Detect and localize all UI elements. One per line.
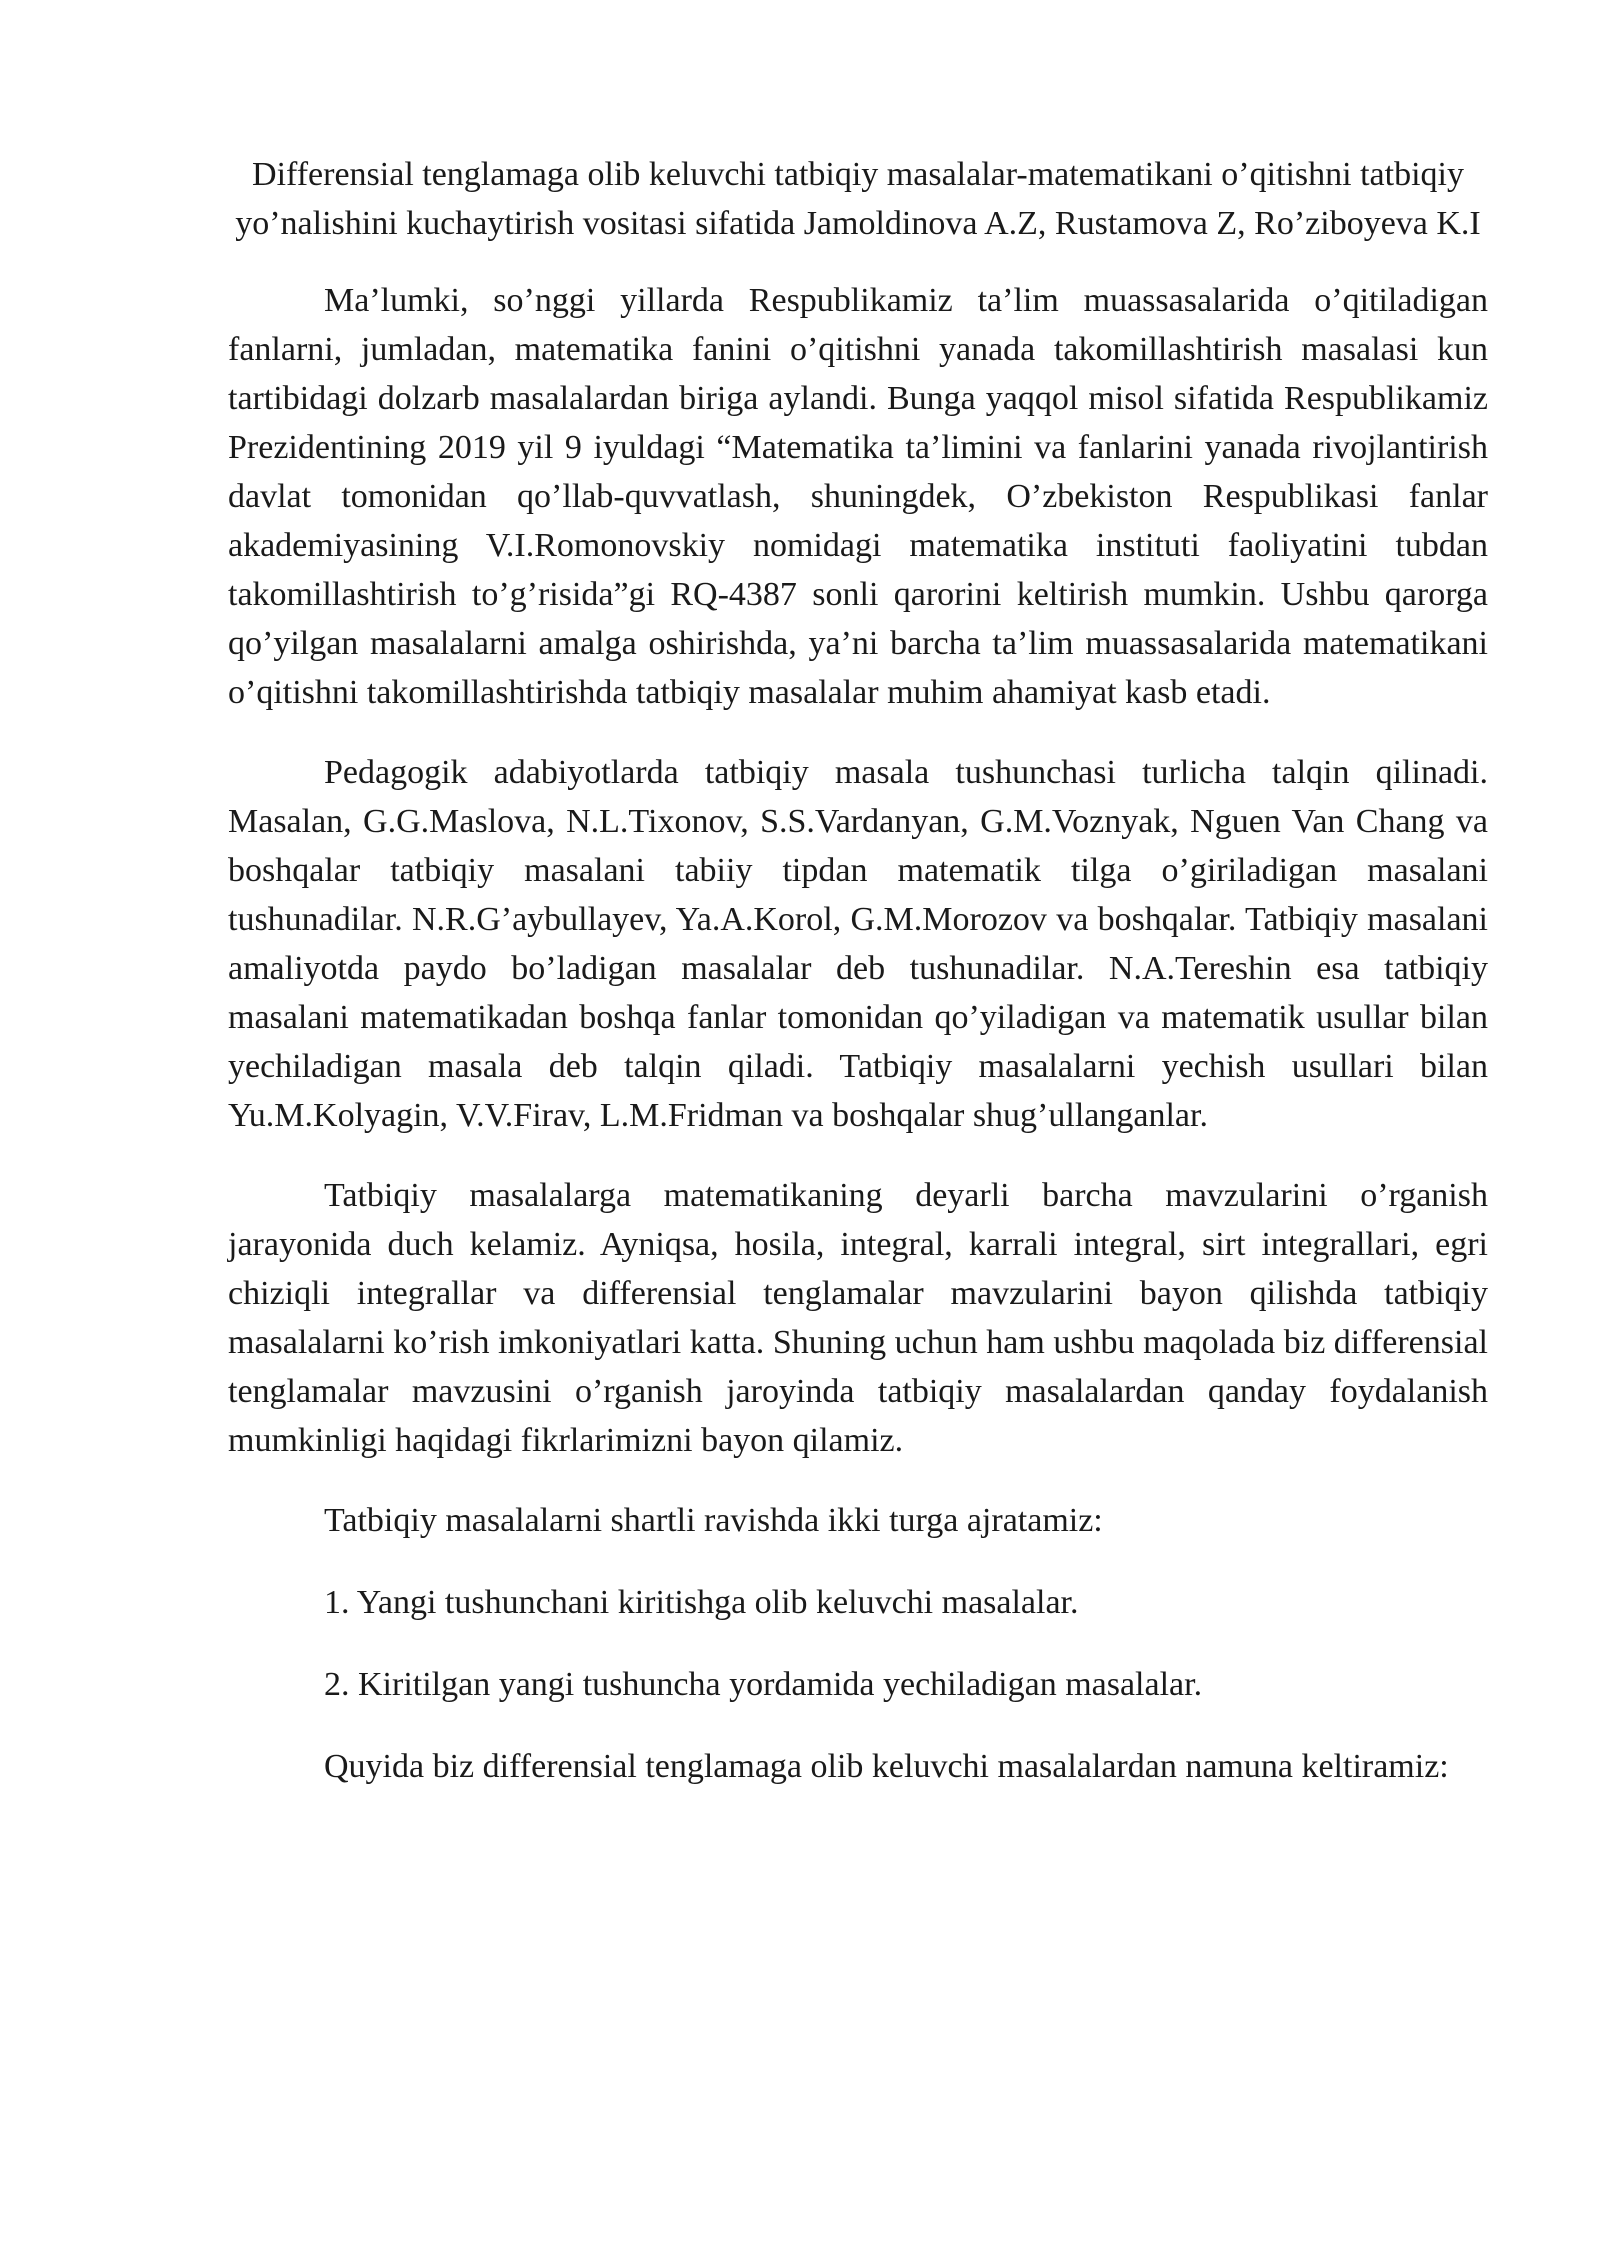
paragraph-two-types: Tatbiqiy masalalarni shartli ravishda ikki turga ajratamiz:: [324, 1502, 1103, 1539]
paragraph-intro: Ma’lumki, so’nggi yillarda Respublikamiz ta’lim muassasalarida o’qitiladigan fanlarni, jumladan, matematika fanini o’qitishni yanada takomillashtirish masalasi kun tartibidagi dolzarb masalalardan biriga aylandi. Bunga yaqqol misol sifatida Respublikamiz Prezidentining 2019 yil 9 iyuldagi “Matematika ta’limini va fanlarini yanada rivojlantirish davlat tomonidan qo’llab-quvvatlash, shuningdek, O’zbekiston Respublikasi fanlar akademiyasining V.I.Romonovskiy nomidagi matematika instituti faoliyatini tubdan takomillashtirish to’g’risida”gi RQ-4387 sonli qarorini keltirish mumkin. Ushbu qarorga qo’yilgan masalalarni amalga oshirishda, ya’ni barcha ta’lim muassasalarida matematikani o’qitishni takomillashtirishda tatbiqiy masalalar muhim ahamiyat kasb etadi.: [228, 282, 1488, 711]
paragraph-pedagogical-literature: Pedagogik adabiyotlarda tatbiqiy masala tushunchasi turlicha talqin qilinadi. Masalan, G.G.Maslova, N.L.Tixonov, S.S.Vardanyan, G.M.Voznyak, Nguen Van Chang va boshqalar tatbiqiy masalani tabiiy tipdan matematik tilga o’giriladigan masalani tushunadilar. N.R.G’aybullayev, Ya.A.Korol, G.M.Morozov va boshqalar. Tatbiqiy masalani amaliyotda paydo bo’ladigan masalalar deb tushunadilar. N.A.Tereshin esa tatbiqiy masalani matematikadan boshqa fanlar tomonidan qo’yiladigan va matematik usullar bilan yechiladigan masala deb talqin qiladi. Tatbiqiy masalalarni yechish usullari bilan Yu.M.Kolyagin, V.V.Firav, L.M.Fridman va boshqalar shug’ullanganlar.: [228, 754, 1488, 1134]
list-item-1: 1. Yangi tushunchani kiritishga olib keluvchi masalalar.: [324, 1584, 1079, 1621]
paragraph-applied-problems: Tatbiqiy masalalarga matematikaning deyarli barcha mavzularini o’rganish jarayonida duch kelamiz. Ayniqsa, hosila, integral, karrali integral, sirt integrallari, egri chiziqli integrallar va differensial tenglamalar mavzularini bayon qilishda tatbiqiy masalalarni ko’rish imkoniyatlari katta. Shuning uchun ham ushbu maqolada biz differensial tenglamalar mavzusini o’rganish jaroyinda tatbiqiy masalalardan qanday foydalanish mumkinligi haqidagi fikrlarimizni bayon qilamiz.: [228, 1177, 1488, 1459]
document-title: Differensial tenglamaga olib keluvchi tatbiqiy masalalar-matematikani o’qitishni tatbiqiy yo’nalishini kuchaytirish vositasi sifatida Jamoldinova A.Z, Rustamova Z, Ro’ziboyeva K.I: [235, 156, 1481, 242]
document-page: [228, 150, 1488, 1822]
paragraph-example-intro: Quyida biz differensial tenglamaga olib keluvchi masalalardan namuna keltiramiz:: [324, 1748, 1449, 1785]
list-item-2: 2. Kiritilgan yangi tushuncha yordamida yechiladigan masalalar.: [324, 1666, 1203, 1703]
